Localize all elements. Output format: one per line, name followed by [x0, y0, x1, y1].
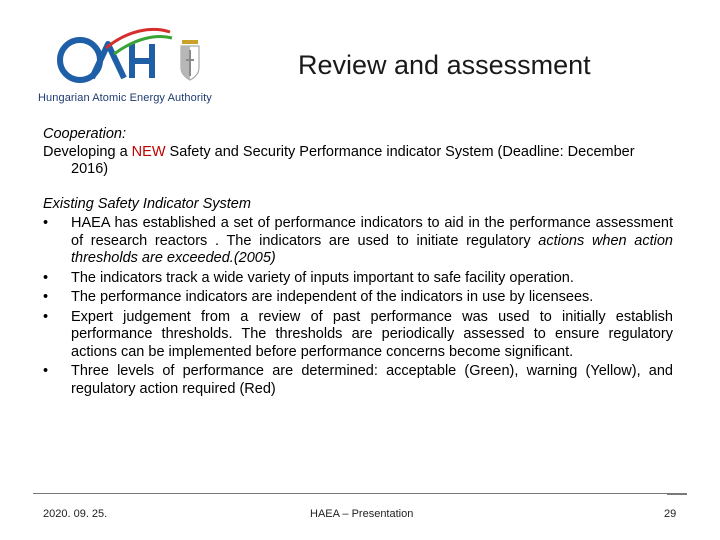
- coat-of-arms-icon: [181, 40, 199, 80]
- bullet-icon: •: [43, 215, 49, 231]
- list-item: [43, 363, 673, 398]
- list-item-text: Three levels of performance are determined: acceptable (Green), warning (Yellow), and regulatory action required (Red): [71, 363, 673, 397]
- logo: [34, 24, 214, 110]
- list-item: [43, 215, 673, 268]
- cooperation-text-start: Developing a: [43, 143, 132, 160]
- bullet-icon: •: [43, 269, 49, 286]
- existing-heading: Existing Safety Indicator System: [43, 195, 251, 212]
- list-item: [43, 270, 673, 288]
- list-item: [43, 289, 673, 307]
- list-item: [43, 309, 673, 362]
- oah-logo-icon: [48, 26, 208, 90]
- page-number: 29: [664, 508, 677, 520]
- cooperation-heading: Cooperation:: [43, 126, 127, 142]
- bullet-icon: •: [43, 289, 49, 305]
- list-item-text: HAEA has established a set of performance indicators to aid in the performance assessment of research reactors . The indicators are used to initiate regulatory: [71, 215, 673, 249]
- cooperation-text: [43, 144, 673, 179]
- footer-date: 2020. 09. 25.: [43, 508, 108, 520]
- bullet-icon: •: [43, 308, 49, 325]
- footer-divider-tail: [667, 494, 687, 495]
- list-item-text: The performance indicators are independent of the indicators in use by licensees.: [71, 289, 594, 305]
- new-highlight: NEW: [131, 143, 166, 160]
- footer-presentation: HAEA – Presentation: [310, 508, 414, 520]
- slide-body: [43, 126, 673, 398]
- slide-title: Review and assessment: [298, 50, 591, 80]
- footer-divider: [33, 493, 687, 494]
- indicator-list: [43, 215, 673, 398]
- org-name: Hungarian Atomic Energy Authority: [38, 92, 212, 104]
- cooperation-text-end: Safety and Security Performance indicator System (Deadline: December 2016): [71, 143, 635, 177]
- list-item-italic-text: actions when action thresholds are exceeded.(2005): [71, 232, 673, 266]
- list-item-text: Expert judgement from a review of past performance was used to initially establish performance thresholds. The thresholds are periodically assessed to ensure regulatory actions can be implemented before performance concerns become significant.: [71, 308, 673, 360]
- bullet-icon: •: [43, 363, 49, 379]
- list-item-text: The indicators track a wide variety of inputs important to safe facility operation.: [71, 269, 574, 286]
